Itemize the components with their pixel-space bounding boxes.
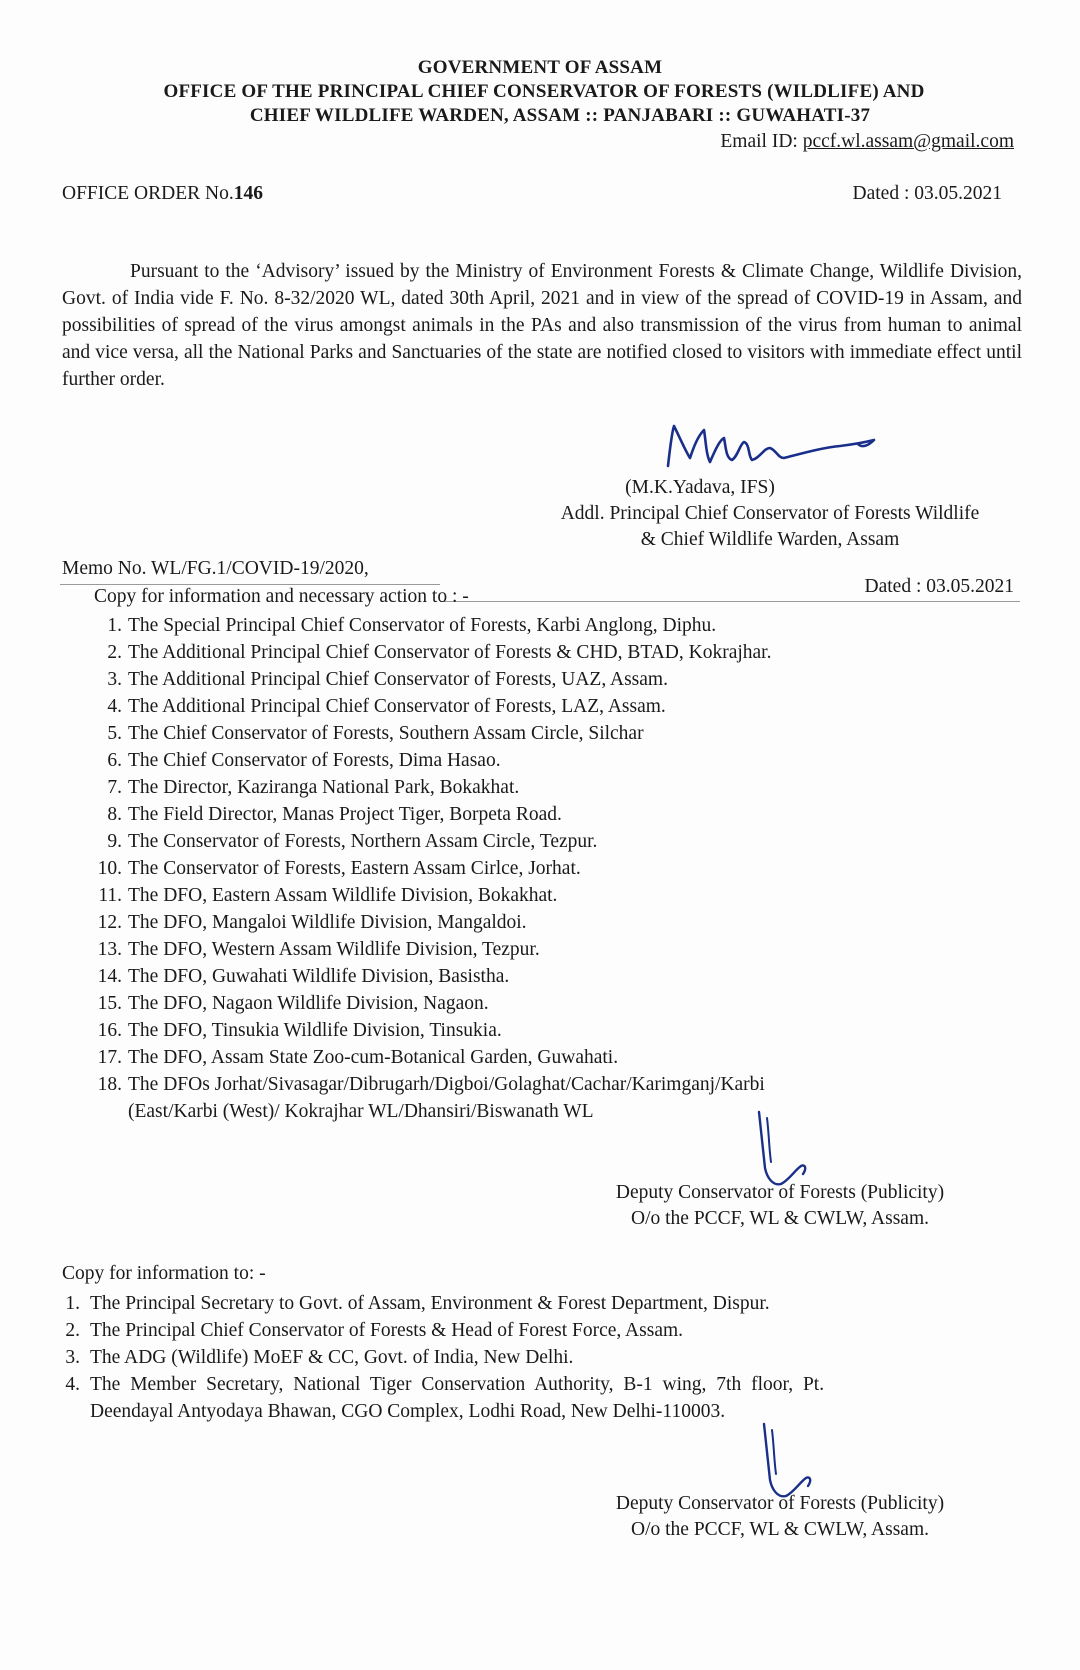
recipient-text: The DFO, Eastern Assam Wildlife Division, Bokakhat.	[128, 885, 558, 906]
recipient-text: The Special Principal Chief Conservator of Forests, Karbi Anglong, Diphu.	[128, 615, 717, 636]
list-item: 1. The Principal Secretary to Govt. of Assam, Environment & Forest Department, Dispur.	[65, 1293, 770, 1314]
list-item: 1. The Special Principal Chief Conservator of Forests, Karbi Anglong, Diphu.	[107, 615, 717, 636]
recipient-text: The Conservator of Forests, Northern Assam Circle, Tezpur.	[128, 831, 598, 852]
recipient-text: The DFOs Jorhat/Sivasagar/Dibrugarh/Digboi/Golaghat/Cachar/Karimganj/Karbi	[128, 1074, 765, 1095]
recipient-text: The Field Director, Manas Project Tiger, Borpeta Road.	[128, 804, 562, 825]
signoff-1-line-1: Deputy Conservator of Forests (Publicity)	[615, 1182, 945, 1203]
list-item: 10. The Conservator of Forests, Eastern Assam Cirlce, Jorhat.	[97, 858, 581, 879]
recipient-text: The Additional Principal Chief Conservator of Forests, UAZ, Assam.	[128, 669, 668, 690]
list-item: 13. The DFO, Western Assam Wildlife Division, Tezpur.	[97, 939, 540, 960]
memo-number: Memo No. WL/FG.1/COVID-19/2020,	[62, 558, 369, 579]
copy-info-text: The Member Secretary, National Tiger Conservation Authority, B-1 wing, 7th floor, Pt.	[90, 1374, 825, 1395]
signatory-designation-2: & Chief Wildlife Warden, Assam	[640, 529, 900, 550]
recipient-text: The Chief Conservator of Forests, Southern Assam Circle, Silchar	[128, 723, 644, 744]
list-item: 16. The DFO, Tinsukia Wildlife Division, Tinsukia.	[97, 1020, 502, 1041]
order-body-paragraph	[62, 258, 1022, 393]
list-item: 11. The DFO, Eastern Assam Wildlife Division, Bokakhat.	[98, 885, 558, 906]
signoff-2-line-1: Deputy Conservator of Forests (Publicity)	[615, 1493, 945, 1514]
recipient-text: The DFO, Tinsukia Wildlife Division, Tinsukia.	[128, 1020, 502, 1041]
list-item: 2. The Additional Principal Chief Conservator of Forests & CHD, BTAD, Kokrajhar.	[107, 642, 772, 663]
list-item: 5. The Chief Conservator of Forests, Southern Assam Circle, Silchar	[107, 723, 644, 744]
memo-copy-line: Copy for information and necessary action to : -	[94, 586, 469, 607]
signoff-1-line-2: O/o the PCCF, WL & CWLW, Assam.	[631, 1208, 929, 1229]
list-item: 3. The Additional Principal Chief Conservator of Forests, UAZ, Assam.	[107, 669, 668, 690]
signatory-designation-1: Addl. Principal Chief Conservator of Forests Wildlife	[560, 503, 980, 524]
copy-info-list	[58, 1290, 1018, 1425]
list-item: 2. The Principal Chief Conservator of Forests & Head of Forest Force, Assam.	[65, 1320, 684, 1341]
email-address: pccf.wl.assam@gmail.com	[802, 131, 1014, 152]
list-item: 4. The Member Secretary, National Tiger Conservation Authority, B-1 wing, 7th floor, Pt. Deendayal Antyodaya Bhawan, CGO Complex, Lodhi Road, New Delhi-110003.	[58, 1371, 1018, 1425]
signatory-name: (M.K.Yadava, IFS)	[625, 477, 775, 498]
email-label: Email ID:	[720, 131, 798, 152]
list-item: 9. The Conservator of Forests, Northern Assam Circle, Tezpur.	[107, 831, 598, 852]
office-order-date: Dated : 03.05.2021	[852, 183, 1002, 204]
recipient-text: The Chief Conservator of Forests, Dima Hasao.	[128, 750, 501, 771]
recipient-text: The Conservator of Forests, Eastern Assam Cirlce, Jorhat.	[128, 858, 581, 879]
list-item: 7. The Director, Kaziranga National Park, Bokakhat.	[107, 777, 520, 798]
list-item: 17. The DFO, Assam State Zoo-cum-Botanical Garden, Guwahati.	[97, 1047, 619, 1068]
recipient-text: The DFO, Mangaloi Wildlife Division, Mangaldoi.	[128, 912, 527, 933]
order-body-text: Pursuant to the ‘Advisory’ issued by the Ministry of Environment Forests & Climate Change, Wildlife Division, Govt. of India vide F. No. 8-32/2020 WL, dated 30th April, 2021 and in view of the spread of COVID-19 in Assam, and possibilities of spread of the virus amongst animals in the PAs and also transmission of the virus from human to animal and vice versa, all the National Parks and Sanctuaries of the state are notified closed to visitors with immediate effect until further order.	[62, 261, 1022, 390]
recipient-text: The DFO, Assam State Zoo-cum-Botanical Garden, Guwahati.	[128, 1047, 619, 1068]
memo-date: Dated : 03.05.2021	[864, 576, 1014, 597]
signature-yadava	[660, 418, 920, 478]
office-order-label: OFFICE ORDER No.	[62, 183, 234, 204]
recipient-text: The Additional Principal Chief Conservator of Forests & CHD, BTAD, Kokrajhar.	[128, 642, 772, 663]
list-item: 3. The ADG (Wildlife) MoEF & CC, Govt. of India, New Delhi.	[65, 1347, 574, 1368]
list-item: 14. The DFO, Guwahati Wildlife Division, Basistha.	[97, 966, 510, 987]
recipient-text: The DFO, Western Assam Wildlife Division, Tezpur.	[128, 939, 540, 960]
office-order-number	[62, 183, 263, 205]
list-item: 18. The DFOs Jorhat/Sivasagar/Dibrugarh/Digboi/Golaghat/Cachar/Karimganj/Karbi (East/Karbi (West)/ Kokrajhar WL/Dhansiri/Biswanath WL	[92, 1071, 771, 1125]
recipients-list	[92, 612, 771, 1125]
list-item: 15. The DFO, Nagaon Wildlife Division, Nagaon.	[97, 993, 489, 1014]
recipient-text: The Additional Principal Chief Conservator of Forests, LAZ, Assam.	[128, 696, 666, 717]
recipient-text: The DFO, Guwahati Wildlife Division, Basistha.	[128, 966, 510, 987]
signoff-2-line-2: O/o the PCCF, WL & CWLW, Assam.	[631, 1519, 929, 1540]
copy-info-text-continued: Deendayal Antyodaya Bhawan, CGO Complex, Lodhi Road, New Delhi-110003.	[90, 1401, 726, 1422]
copy-info-text: The Principal Secretary to Govt. of Assam, Environment & Forest Department, Dispur.	[90, 1293, 770, 1314]
office-order-value: 146	[233, 183, 263, 204]
list-item: 8. The Field Director, Manas Project Tiger, Borpeta Road.	[107, 804, 562, 825]
header-email	[720, 131, 1014, 153]
recipient-text: The DFO, Nagaon Wildlife Division, Nagaon.	[128, 993, 489, 1014]
copy-info-text: The ADG (Wildlife) MoEF & CC, Govt. of India, New Delhi.	[90, 1347, 574, 1368]
recipient-text-continued: (East/Karbi (West)/ Kokrajhar WL/Dhansiri/Biswanath WL	[128, 1101, 594, 1122]
list-item: 12. The DFO, Mangaloi Wildlife Division, Mangaldoi.	[97, 912, 527, 933]
memo-rule-right	[440, 601, 1020, 602]
header-line-1: GOVERNMENT OF ASSAM	[417, 57, 663, 78]
list-item: 6. The Chief Conservator of Forests, Dima Hasao.	[107, 750, 501, 771]
list-item: 4. The Additional Principal Chief Conservator of Forests, LAZ, Assam.	[107, 696, 666, 717]
memo-rule-left	[60, 584, 440, 585]
copy-info-heading: Copy for information to: -	[62, 1263, 266, 1284]
header-line-2: OFFICE OF THE PRINCIPAL CHIEF CONSERVATOR OF FORESTS (WILDLIFE) AND	[163, 81, 925, 102]
copy-info-text: The Principal Chief Conservator of Forests & Head of Forest Force, Assam.	[90, 1320, 684, 1341]
recipient-text: The Director, Kaziranga National Park, Bokakhat.	[128, 777, 520, 798]
header-line-3: CHIEF WILDLIFE WARDEN, ASSAM :: PANJABARI :: GUWAHATI-37	[249, 105, 871, 126]
